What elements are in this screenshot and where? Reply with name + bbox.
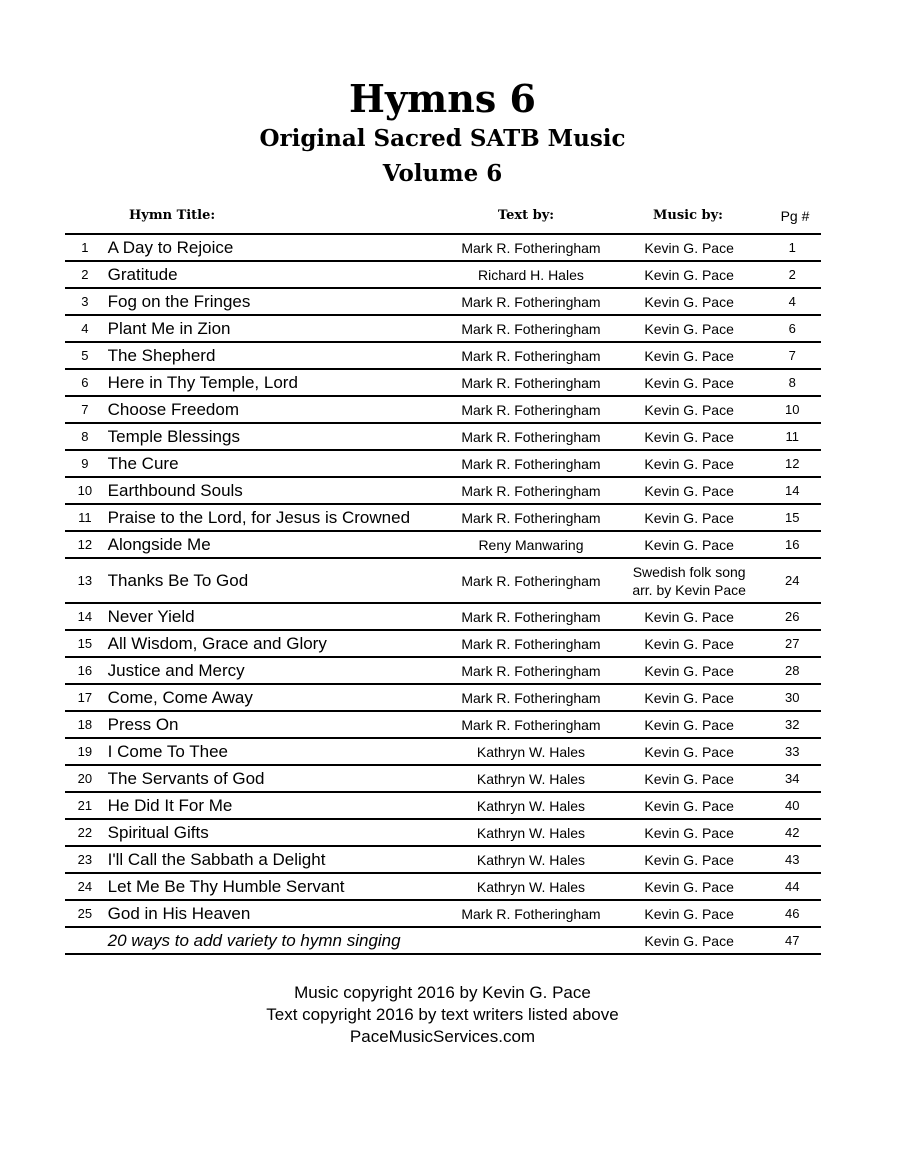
table-row [65, 315, 821, 342]
column-header-page: Pg # [780, 208, 810, 224]
hymn-page-number: 43 [785, 852, 800, 867]
hymn-title: A Day to Rejoice [107, 237, 234, 257]
hymn-text-author: Kathryn W. Hales [476, 770, 586, 787]
table-row [65, 477, 821, 504]
hymn-text-author: Mark R. Fotheringham [461, 293, 601, 310]
hymn-title: Earthbound Souls [107, 480, 243, 500]
hymn-number: 17 [77, 690, 93, 705]
hymn-page-number: 42 [785, 825, 800, 840]
hymn-title: 20 ways to add variety to hymn singing [107, 930, 401, 950]
hymn-page-number: 12 [785, 456, 800, 471]
hymn-music-author [615, 261, 764, 288]
hymn-music-author [615, 792, 764, 819]
hymn-text-author: Richard H. Hales [478, 266, 584, 283]
hymn-number: 23 [77, 852, 93, 867]
hymn-number: 11 [78, 510, 92, 525]
music-author-line: Kevin G. Pace [644, 770, 734, 787]
column-header-text: Text by: [497, 208, 555, 223]
music-author-line: Kevin G. Pace [644, 536, 734, 553]
hymn-music-author [615, 342, 764, 369]
hymn-number: 19 [77, 744, 93, 759]
hymn-page-number: 1 [788, 240, 796, 255]
hymn-music-author [615, 684, 764, 711]
table-row [65, 765, 821, 792]
table-row [65, 288, 821, 315]
hymn-text-author: Mark R. Fotheringham [461, 482, 601, 499]
table-row [65, 792, 821, 819]
table-row [65, 657, 821, 684]
hymn-text-author: Mark R. Fotheringham [461, 662, 601, 679]
hymn-page-number: 44 [785, 879, 800, 894]
hymn-page-number: 15 [785, 510, 800, 525]
hymn-number: 2 [81, 267, 89, 282]
hymn-page-number: 2 [788, 267, 796, 282]
hymn-page-number: 16 [785, 537, 800, 552]
music-author-line: Kevin G. Pace [644, 905, 734, 922]
music-author-line: Kevin G. Pace [644, 320, 734, 337]
table-row [65, 504, 821, 531]
hymn-page-number: 14 [785, 483, 800, 498]
hymn-text-author: Mark R. Fotheringham [461, 608, 601, 625]
page-subtitle: Original Sacred SATB Music [259, 125, 626, 152]
hymn-number: 25 [77, 906, 93, 921]
column-header-title: Hymn Title: [129, 208, 216, 223]
hymn-table-body [65, 234, 821, 954]
music-author-line: Kevin G. Pace [644, 608, 734, 625]
hymn-music-author [615, 531, 764, 558]
hymn-title: The Servants of God [107, 768, 265, 788]
hymn-music-author [615, 504, 764, 531]
hymn-title: Press On [107, 714, 179, 734]
hymn-page-number: 28 [785, 663, 800, 678]
hymn-number: 12 [77, 537, 93, 552]
music-author-line: Kevin G. Pace [644, 455, 734, 472]
hymn-text-author: Kathryn W. Hales [476, 743, 586, 760]
hymn-page-number: 26 [785, 609, 800, 624]
page-title: Hymns 6 [349, 76, 536, 121]
hymn-title: Choose Freedom [107, 399, 239, 419]
hymn-page-number: 32 [785, 717, 800, 732]
hymn-music-author [615, 315, 764, 342]
hymn-music-author [615, 873, 764, 900]
hymn-text-author [447, 927, 615, 954]
hymn-number: 22 [77, 825, 93, 840]
hymn-music-author [615, 450, 764, 477]
table-row [65, 342, 821, 369]
hymn-number: 10 [77, 483, 93, 498]
hymn-music-author [615, 819, 764, 846]
hymn-music-author [615, 765, 764, 792]
hymn-title: Thanks Be To God [107, 570, 249, 590]
hymn-title: Praise to the Lord, for Jesus is Crowned [107, 507, 411, 527]
table-row [65, 684, 821, 711]
music-author-line: Kevin G. Pace [644, 239, 734, 256]
hymn-number: 13 [77, 573, 93, 588]
music-author-line: Kevin G. Pace [644, 932, 734, 949]
hymn-number: 24 [77, 879, 93, 894]
hymn-number [65, 927, 105, 954]
hymn-table [65, 233, 821, 955]
table-row [65, 558, 821, 603]
hymn-music-author [615, 657, 764, 684]
hymn-number: 1 [81, 240, 89, 255]
music-author-line: Kevin G. Pace [644, 851, 734, 868]
hymn-title: The Shepherd [107, 345, 216, 365]
hymn-text-author: Mark R. Fotheringham [461, 572, 601, 589]
hymn-number: 14 [77, 609, 93, 624]
hymn-text-author: Kathryn W. Hales [476, 878, 586, 895]
hymn-number: 9 [81, 456, 89, 471]
hymn-page-number: 6 [788, 321, 796, 336]
music-author-line: Kevin G. Pace [644, 482, 734, 499]
hymn-text-author: Kathryn W. Hales [476, 851, 586, 868]
table-row [65, 873, 821, 900]
hymn-title: I Come To Thee [107, 741, 228, 761]
hymn-page-number: 46 [785, 906, 800, 921]
hymn-number: 21 [77, 798, 93, 813]
hymn-title: All Wisdom, Grace and Glory [107, 633, 327, 653]
hymn-number: 20 [77, 771, 93, 786]
hymn-music-author [615, 603, 764, 630]
hymn-page-number: 8 [788, 375, 796, 390]
hymn-music-author [615, 846, 764, 873]
column-header-music: Music by: [653, 208, 723, 223]
table-row [65, 603, 821, 630]
hymn-title: Fog on the Fringes [107, 291, 251, 311]
hymn-music-author [615, 477, 764, 504]
music-author-line: Kevin G. Pace [644, 824, 734, 841]
table-row [65, 900, 821, 927]
hymn-number: 7 [81, 402, 89, 417]
hymn-page-number: 40 [785, 798, 800, 813]
hymn-title: Justice and Mercy [107, 660, 245, 680]
table-row [65, 711, 821, 738]
hymn-music-author [615, 711, 764, 738]
hymn-title: He Did It For Me [107, 795, 233, 815]
table-row [65, 531, 821, 558]
hymn-page-number: 47 [785, 933, 800, 948]
music-author-line: Swedish folk song [632, 563, 746, 580]
hymn-number: 5 [81, 348, 89, 363]
hymn-text-author: Mark R. Fotheringham [461, 455, 601, 472]
hymn-number: 3 [81, 294, 89, 309]
hymn-music-author [615, 558, 764, 603]
music-author-line: Kevin G. Pace [644, 509, 734, 526]
hymn-page-number: 4 [788, 294, 796, 309]
hymn-title: Come, Come Away [107, 687, 253, 707]
hymn-text-author: Mark R. Fotheringham [461, 716, 601, 733]
volume-label: Volume 6 [382, 160, 503, 187]
music-author-line: Kevin G. Pace [644, 428, 734, 445]
music-author-line: Kevin G. Pace [644, 743, 734, 760]
hymn-text-author: Mark R. Fotheringham [461, 635, 601, 652]
table-row [65, 234, 821, 261]
hymn-page-number: 10 [785, 402, 800, 417]
hymn-text-author: Kathryn W. Hales [476, 824, 586, 841]
music-author-line: Kevin G. Pace [644, 878, 734, 895]
music-author-line: Kevin G. Pace [644, 635, 734, 652]
hymn-title: The Cure [107, 453, 179, 473]
hymn-text-author: Mark R. Fotheringham [461, 320, 601, 337]
table-row [65, 261, 821, 288]
footer [0, 982, 885, 1048]
table-row [65, 450, 821, 477]
table-row [65, 846, 821, 873]
hymn-page-number: 27 [785, 636, 800, 651]
hymn-text-author: Reny Manwaring [478, 536, 584, 553]
hymn-music-author [615, 423, 764, 450]
hymn-page-number: 30 [785, 690, 800, 705]
music-author-line: Kevin G. Pace [644, 662, 734, 679]
hymn-text-author: Mark R. Fotheringham [461, 401, 601, 418]
hymn-text-author: Mark R. Fotheringham [461, 509, 601, 526]
hymn-number: 6 [81, 375, 89, 390]
hymn-title: Gratitude [107, 264, 178, 284]
hymn-number: 18 [77, 717, 93, 732]
hymn-page-number: 34 [785, 771, 800, 786]
table-row [65, 423, 821, 450]
text-copyright: Text copyright 2016 by text writers listed above [266, 1005, 619, 1024]
hymn-page-number: 24 [785, 573, 800, 588]
music-author-line: Kevin G. Pace [644, 374, 734, 391]
hymn-title: Never Yield [107, 606, 195, 626]
music-author-line: Kevin G. Pace [644, 689, 734, 706]
hymn-text-author: Kathryn W. Hales [476, 797, 586, 814]
music-author-line: Kevin G. Pace [644, 347, 734, 364]
hymn-page-number: 33 [785, 744, 800, 759]
music-arranger-line: arr. by Kevin Pace [632, 581, 746, 598]
hymn-title: Here in Thy Temple, Lord [107, 372, 298, 392]
music-author-line: Kevin G. Pace [644, 716, 734, 733]
hymn-music-author [615, 234, 764, 261]
table-row [65, 819, 821, 846]
hymn-music-author [615, 396, 764, 423]
hymn-music-author [615, 369, 764, 396]
hymn-music-author [615, 288, 764, 315]
table-row [65, 738, 821, 765]
hymn-title: Let Me Be Thy Humble Servant [107, 876, 345, 896]
music-author-line: Kevin G. Pace [644, 401, 734, 418]
hymn-music-author [615, 900, 764, 927]
hymn-title: Spiritual Gifts [107, 822, 209, 842]
table-row [65, 630, 821, 657]
hymn-page-number: 11 [785, 429, 799, 444]
hymn-number: 4 [81, 321, 89, 336]
hymn-number: 16 [77, 663, 93, 678]
hymn-number: 15 [77, 636, 93, 651]
hymn-text-author: Mark R. Fotheringham [461, 374, 601, 391]
hymn-text-author: Mark R. Fotheringham [461, 905, 601, 922]
hymn-title: God in His Heaven [107, 903, 251, 923]
hymn-title: I'll Call the Sabbath a Delight [107, 849, 326, 869]
music-author-line: Kevin G. Pace [644, 293, 734, 310]
hymn-title: Plant Me in Zion [107, 318, 231, 338]
hymn-title: Alongside Me [107, 534, 211, 554]
table-row [65, 927, 821, 954]
hymn-text-author: Mark R. Fotheringham [461, 689, 601, 706]
music-author-line: Kevin G. Pace [644, 266, 734, 283]
hymn-text-author: Mark R. Fotheringham [461, 428, 601, 445]
hymn-music-author [615, 630, 764, 657]
hymn-text-author: Mark R. Fotheringham [461, 239, 601, 256]
hymn-music-author [615, 738, 764, 765]
website-link[interactable]: PaceMusicServices.com [349, 1027, 536, 1046]
hymn-title: Temple Blessings [107, 426, 240, 446]
table-row [65, 369, 821, 396]
hymn-number: 8 [81, 429, 89, 444]
music-author-line: Kevin G. Pace [644, 797, 734, 814]
hymn-page-number: 7 [788, 348, 796, 363]
hymn-text-author: Mark R. Fotheringham [461, 347, 601, 364]
table-row [65, 396, 821, 423]
music-copyright: Music copyright 2016 by Kevin G. Pace [294, 983, 591, 1002]
hymn-music-author [615, 927, 764, 954]
